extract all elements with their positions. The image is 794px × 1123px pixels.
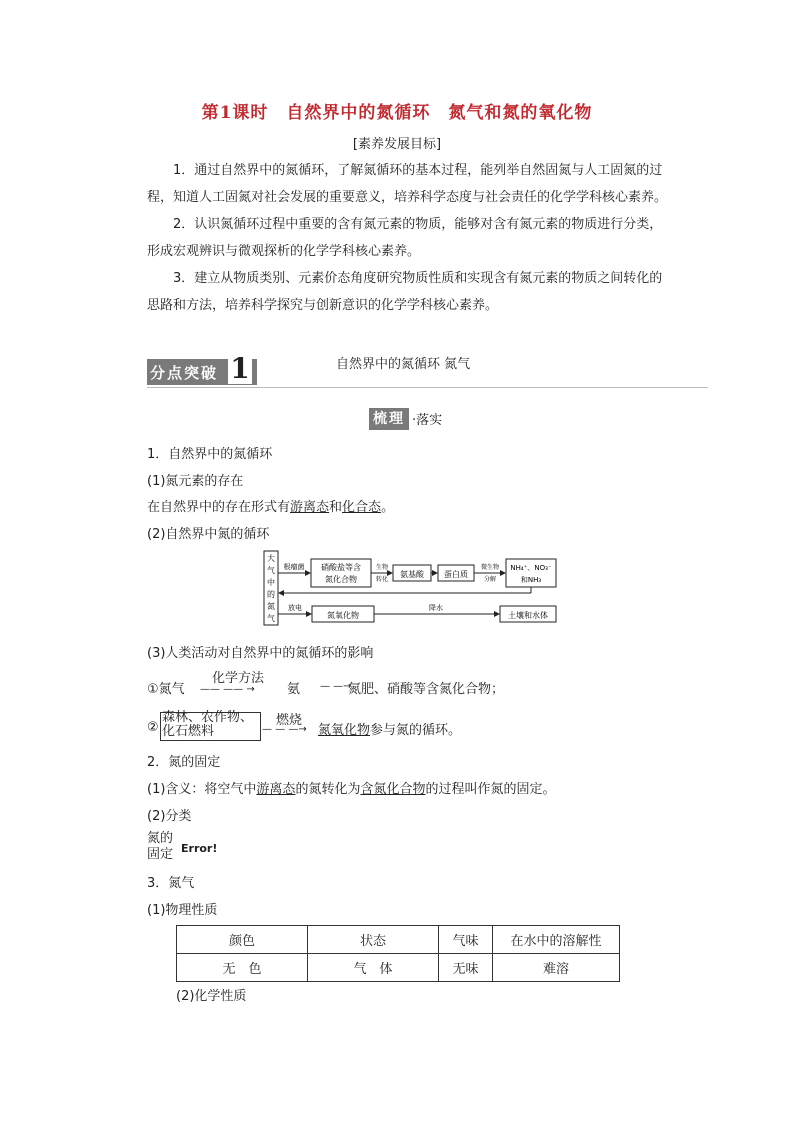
atmo-2: 气 [267,566,275,575]
table-cell: 无 色 [177,954,308,982]
transform-label: 转化 [375,576,389,583]
heading-chemical: (2)化学性质 [176,989,247,1004]
reaction-2-box-line1: 森林、农作物、 [162,710,254,725]
reaction-1-arrow-2: — —→ [320,681,352,692]
subsection-badge-tail: ·落实 [412,413,443,428]
goal-1: 1．通过自然界中的氮循环，了解氮循环的基本过程，能列举自然固氮与人工固氮的过程，知道人工固氮对社会发展的重要意义，培养科学态度与社会责任的化学学科核心素养。 [147,163,668,205]
section-badge-label: 分点突破 [150,364,219,382]
box1-line2: 氮化合物 [325,575,357,584]
heading-existence: (1)氮元素的存在 [147,474,244,489]
reaction-1-end: 氮肥、硝酸等含氮化合物； [348,682,505,697]
atmo-5: 氮 [267,602,275,611]
heading-human-impact: (3)人类活动对自然界中的氮循环的影响 [147,646,374,661]
atmo-4: 的 [267,590,275,599]
reaction-1-mid: 氨 [287,682,301,697]
atmo-3: 中 [267,578,275,587]
error-text: Error! [181,842,218,855]
reaction-2-burn: 燃烧 [276,713,303,728]
bio-label: 生物 [375,564,389,571]
table-header: 气味 [439,926,493,954]
box1-line1: 硝酸盐等含 [321,563,361,572]
section-badge-number: 1 [228,354,252,384]
fixation-label-2: 固定 [147,847,174,862]
section-subtitle: [素养发展目标] [352,137,442,152]
box4-line1: NH₄⁺、NO₃⁻ [510,564,552,572]
box3-label: 蛋白质 [444,570,468,579]
reaction-2-box-line2: 化石燃料 [162,724,215,739]
page-title: 第1课时 自然界中的氮循环 氮气和氮的氧化物 [201,103,593,123]
heading-nitrogen-gas: 3．氮气 [147,876,195,891]
decompose-label: 分解 [483,576,497,583]
heading-fixation: 2．氮的固定 [147,755,221,770]
goal-2: 2．认识氮循环过程中重要的含有氮元素的物质，能够对含有氮元素的物质进行分类，形成宏观辨识与微观探析的化学学科核心素养。 [147,217,663,259]
rain-label: 降水 [429,604,443,612]
fixation-label-1: 氮的 [147,831,174,846]
table-header: 状态 [308,926,439,954]
heading-physical: (1)物理性质 [147,903,218,918]
discharge-label: 放电 [288,604,302,612]
microbe-label: 微生物 [480,564,500,571]
box2-label: 氨基酸 [400,570,424,579]
heading-nitrogen-cycle: 1．自然界中的氮循环 [147,447,273,462]
nitrogen-cycle-diagram [260,549,560,627]
reaction-2-start: ② [147,720,159,735]
physical-properties-table [176,925,620,982]
table-cell: 无味 [439,954,493,982]
goal-3: 3．建立从物质类别、元素价态角度研究物质性质和实现含有氮元素的物质之间转化的思路和方法，培养科学探究与创新意识的化学学科核心素养。 [147,271,663,313]
box5-label: 氮氧化物 [327,611,359,620]
reaction-1-arrow: —— —— → [200,684,255,695]
table-header: 在水中的溶解性 [493,926,620,954]
heading-classification: (2)分类 [147,809,192,824]
reaction-1-start: ①氮气 [147,682,185,697]
atmo-1: 大 [267,554,275,563]
atmo-6: 气 [267,614,275,623]
reaction-2-arrow: — — —→ [262,724,307,735]
box6-label: 土壤和水体 [508,611,548,620]
fixation-definition: (1)含义：将空气中游离态的氮转化为含氮化合物的过程叫作氮的固定。 [147,782,556,797]
heading-cycle: (2)自然界中氮的循环 [147,527,270,542]
table-row [177,954,620,982]
subsection-badge: 梳理 [369,408,409,430]
table-header-row [177,926,620,954]
rhizobia-label: 根瘤菌 [283,563,305,571]
box4-line2: 和NH₃ [520,576,542,584]
table-cell: 气 体 [308,954,439,982]
table-cell: 难溶 [493,954,620,982]
reaction-2-result: 氮氧化物参与氮的循环。 [318,723,462,738]
section-title: 自然界中的氮循环 氮气 [336,357,471,372]
existence-text: 在自然界中的存在形式有游离态和化合态。 [147,500,395,515]
table-header: 颜色 [177,926,308,954]
section-divider [147,387,708,388]
reaction-1-method: 化学方法 [212,671,265,686]
